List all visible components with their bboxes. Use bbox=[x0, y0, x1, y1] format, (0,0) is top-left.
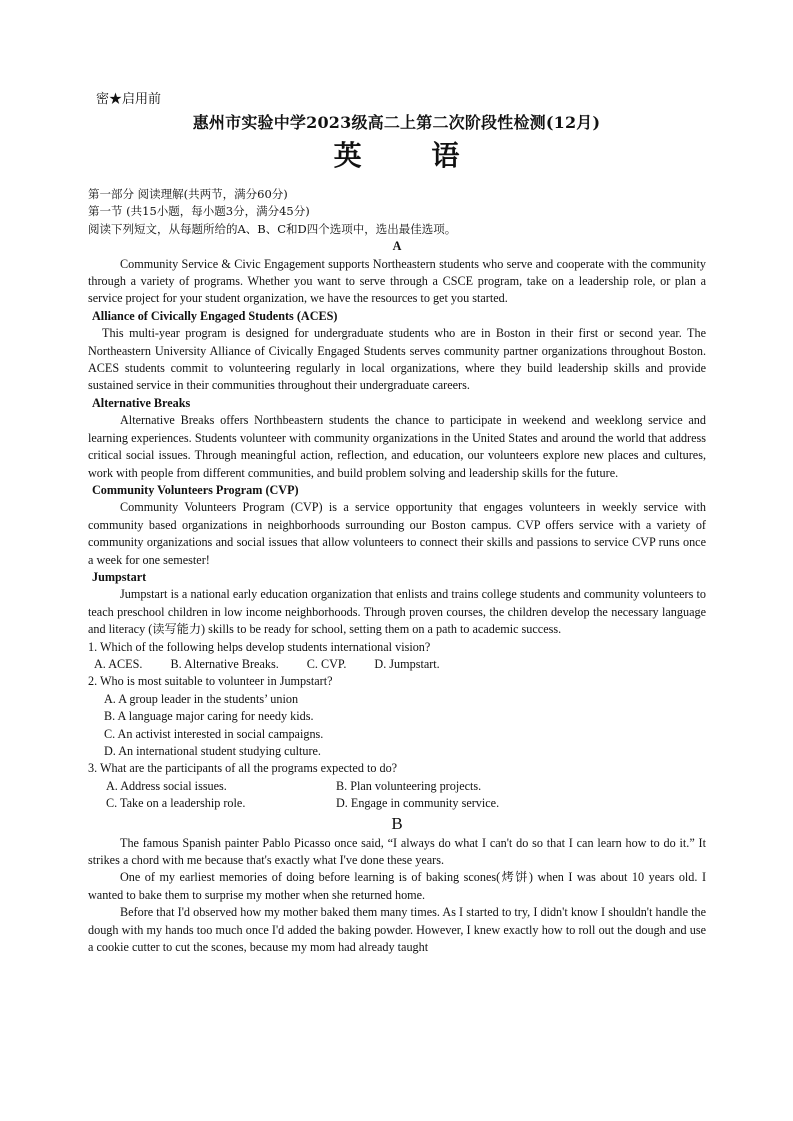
exam-content bbox=[88, 186, 706, 956]
question-1-stem: 1. Which of the following helps develop students international vision? bbox=[88, 639, 431, 654]
subject-title: 英 语 bbox=[333, 139, 490, 172]
question-1-option-b: B. Alternative Breaks. bbox=[170, 656, 279, 671]
section-body-cvp: Community Volunteers Program (CVP) is a service opportunity that engages volunteers in weekly service with community based organizations in neighborhoods surrounding our Boston campus. CVP offers service with a variety of community organizations and social issues that allow volunteers to connect their skills and passions to service CVP runs once a week for one semester! bbox=[88, 500, 706, 567]
question-2-option-b: B. A language major caring for needy kids. bbox=[104, 709, 314, 724]
section-heading-jumpstart: Jumpstart bbox=[92, 569, 147, 584]
question-2-option-d: D. An international student studying culture. bbox=[104, 744, 321, 758]
question-3-stem: 3. What are the participants of all the programs expected to do? bbox=[88, 761, 398, 776]
question-3-option-a: A. Address social issues. bbox=[106, 778, 227, 793]
passage-b-paragraph-3: Before that I'd observed how my mother baked them many times. As I started to try, I didn't know I shouldn't handle the dough with my hands too much once I'd added the baking powder. However, I knew exactly how to roll out the dough and use a cookie cutter to cut the scones, because my mom had already taught bbox=[88, 905, 706, 955]
instruction-directions: 阅读下列短文，从每题所给的A、B、C和D四个选项中，选出最佳选项。 bbox=[88, 221, 457, 236]
question-1-option-d: D. Jumpstart. bbox=[374, 656, 440, 671]
section-heading-aces: Alliance of Civically Engaged Students (ACES) bbox=[92, 308, 338, 323]
passage-b-paragraph-2: One of my earliest memories of doing before learning is of baking scones(烤饼) when I was about 10 years old. I wanted to bake them to surprise my mother when she returned home. bbox=[88, 870, 706, 902]
instructions bbox=[88, 186, 706, 238]
exam-title: 惠州市实验中学2023级高二上第二次阶段性检测(12月) bbox=[192, 113, 601, 132]
question-3-option-c: C. Take on a leadership role. bbox=[106, 796, 246, 811]
question-3-option-b: B. Plan volunteering projects. bbox=[336, 778, 482, 793]
section-body-aces: This multi-year program is designed for undergraduate students who are in Boston in their first or second year. The Northeastern University Alliance of Civically Engaged Students serves community partner organizations throughout Boston. ACES students commit to volunteering regularly in local organizations, where they build leadership skills and provide sustained service in their communities throughout their undergraduate careers. bbox=[88, 326, 706, 393]
secret-mark: 密★启用前 bbox=[96, 92, 162, 107]
question-2-option-c: C. An activist interested in social campaigns. bbox=[104, 726, 324, 741]
section-body-alternative-breaks: Alternative Breaks offers Northbeastern students the chance to participate in weekend and weeklong service and learning experiences. Students volunteer with community organizations in the United States and around the world that address critical social issues. Through meaningful action, reflection, and education, our volunteers explore new places and cultures, work with people from different communities, and build problem solving and leadership skills for the future. bbox=[88, 413, 706, 480]
question-3-option-d: D. Engage in community service. bbox=[336, 796, 500, 811]
instruction-section: 第一节 (共15小题，每小题3分，满分45分) bbox=[88, 204, 310, 219]
passage-b-paragraph-1: The famous Spanish painter Pablo Picasso once said, “I always do what I can't do so that I can learn how to do it.” It strikes a chord with me because that's exactly what I've done these years. bbox=[88, 835, 706, 868]
question-1-option-c: C. CVP. bbox=[306, 656, 347, 671]
instruction-part: 第一部分 阅读理解(共两节，满分60分) bbox=[88, 187, 288, 201]
question-2-option-a: A. A group leader in the students’ union bbox=[104, 691, 299, 706]
passage-a-letter: A bbox=[392, 239, 402, 254]
section-heading-cvp: Community Volunteers Program (CVP) bbox=[92, 482, 299, 497]
question-1-options bbox=[88, 656, 706, 673]
question-1-option-a: A. ACES. bbox=[94, 656, 143, 671]
question-2-stem: 2. Who is most suitable to volunteer in Jumpstart? bbox=[88, 674, 333, 689]
question-3-options bbox=[88, 778, 706, 813]
question-2-options bbox=[88, 691, 706, 761]
passage-b-letter: B bbox=[391, 813, 403, 833]
passage-a-intro: Community Service & Civic Engagement supports Northeastern students who serve and cooperate with the community through a variety of programs. Whether you want to serve through a CSCE program, take on a leadership role, or plan a service project for your student organization, we have the resources to get you started. bbox=[88, 256, 706, 306]
section-body-jumpstart: Jumpstart is a national early education organization that enlists and trains college students and community volunteers to teach preschool children in low income neighborhoods. Through proven courses, the children develop the necessary language and literacy (读写能力) skills to be ready for school, setting them on a path to academic success. bbox=[88, 587, 706, 637]
section-heading-alternative-breaks: Alternative Breaks bbox=[92, 395, 191, 410]
